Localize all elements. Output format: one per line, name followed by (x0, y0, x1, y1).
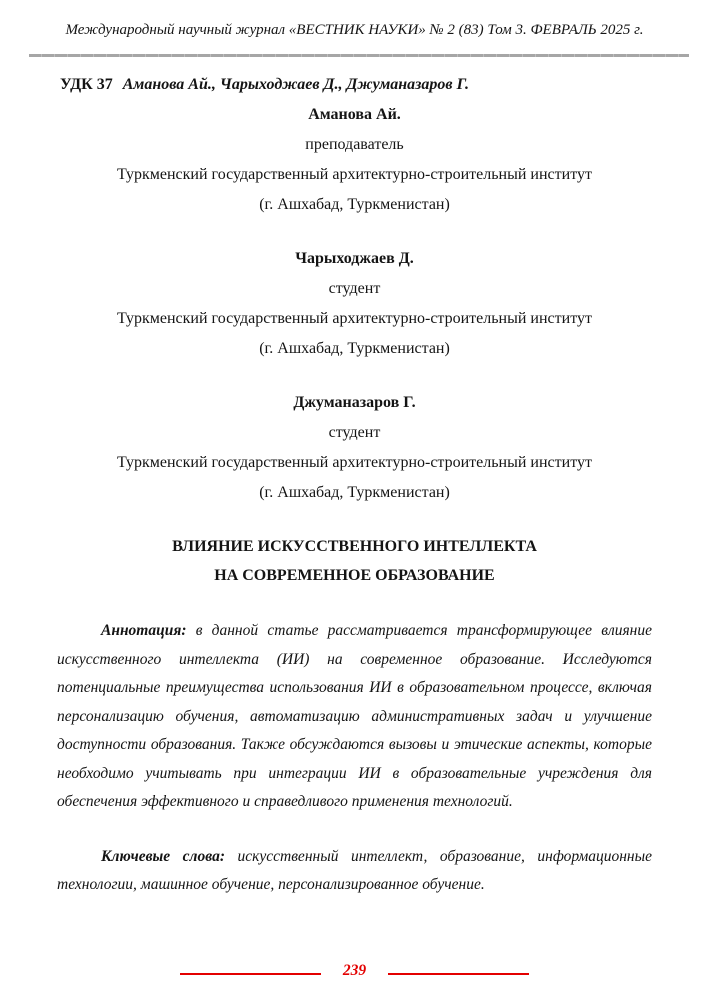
keywords-label: Ключевые слова: (101, 847, 225, 865)
title-line-1: ВЛИЯНИЕ ИСКУССТВЕННОГО ИНТЕЛЛЕКТА (172, 538, 537, 555)
header-divider (29, 54, 689, 57)
udk-line (60, 70, 652, 100)
abstract-paragraph (57, 617, 652, 817)
article-title (57, 532, 652, 590)
author-role: студент (328, 424, 381, 441)
author-block-1 (57, 100, 652, 220)
footer-line-right (388, 973, 529, 975)
author-location: (г. Ашхабад, Туркменистан) (259, 484, 450, 501)
keywords-paragraph (57, 843, 652, 900)
author-affiliation: Туркменский государственный архитектурно-строительный институт (117, 454, 592, 471)
author-name: Чарыходжаев Д. (295, 250, 414, 267)
abstract-text: в данной статье рассматривается трансформирующее влияние искусственного интеллекта (ИИ) на современное образование. Исследуются потенциальные преимущества использования ИИ в образовательном процессе, включая персонализацию обучения, автоматизацию административных задач и улучшение доступности образования. Также обсуждаются вызовы и этические аспекты, которые необходимо учитывать при интеграции ИИ в образовательные учреждения для обеспечения эффективного и справедливого применения технологий. (57, 622, 652, 810)
page-number: 239 (342, 961, 367, 979)
author-affiliation: Туркменский государственный архитектурно-строительный институт (117, 310, 592, 327)
page-content (0, 70, 709, 900)
abstract-label: Аннотация: (101, 622, 187, 639)
author-affiliation: Туркменский государственный архитектурно-строительный институт (117, 166, 592, 183)
title-line-2: НА СОВРЕМЕННОЕ ОБРАЗОВАНИЕ (214, 567, 495, 584)
author-name: Аманова Ай. (308, 106, 401, 123)
udk-authors: Аманова Ай., Чарыходжаев Д., Джуманазаров Г. (122, 76, 470, 93)
journal-header: Международный научный журнал «ВЕСТНИК НАУКИ» № 2 (83) Том 3. ФЕВРАЛЬ 2025 г. (65, 22, 644, 38)
author-location: (г. Ашхабад, Туркменистан) (259, 196, 450, 213)
author-role: студент (328, 280, 381, 297)
page-footer (0, 962, 709, 979)
udk-label: УДК 37 (60, 76, 113, 93)
author-name: Джуманазаров Г. (293, 394, 416, 411)
author-block-3 (57, 388, 652, 508)
author-role: преподаватель (305, 136, 404, 153)
footer-line-left (180, 973, 321, 975)
author-location: (г. Ашхабад, Туркменистан) (259, 340, 450, 357)
keywords-text: искусственный интеллект, образование, информационные технологии, машинное обучение, персонализированное обучение. (57, 847, 652, 893)
author-block-2 (57, 244, 652, 364)
